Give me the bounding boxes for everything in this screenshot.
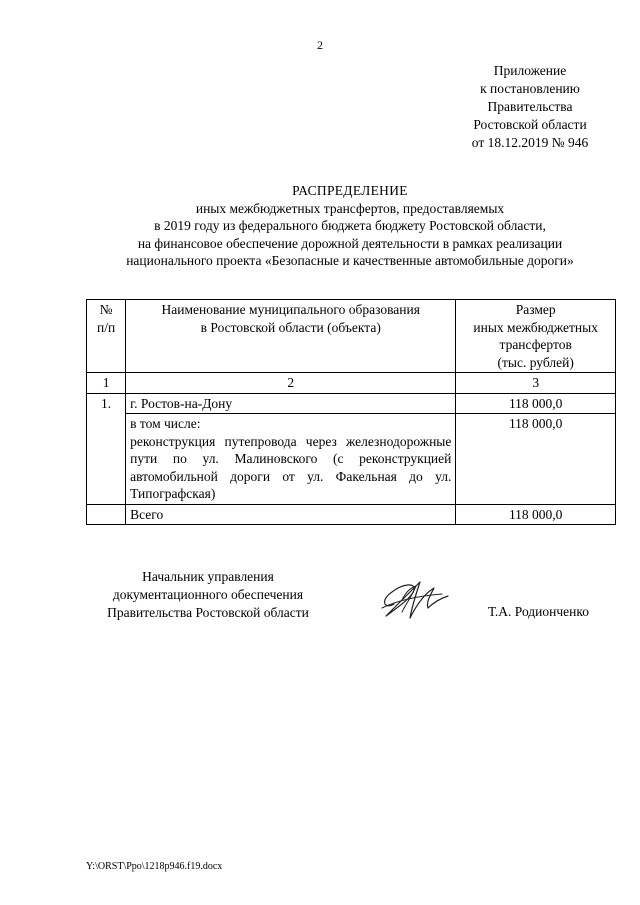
table-numbering-row xyxy=(87,373,616,394)
title-line: на финансовое обеспечение дорожной деятельности в рамках реализации xyxy=(137,235,563,251)
total-value: 118 000,0 xyxy=(456,504,616,525)
header-text: в Ростовской области (объекта) xyxy=(200,319,381,335)
appendix-block xyxy=(440,62,620,152)
appendix-line: от 18.12.2019 № 946 xyxy=(471,135,589,150)
file-path: Y:\ORST\Ppo\1218p946.f19.docx xyxy=(86,861,223,872)
header-text: иных межбюджетных xyxy=(473,319,598,335)
appendix-line: Правительства xyxy=(487,99,573,114)
appendix-line: Приложение xyxy=(493,63,567,78)
appendix-line: к постановлению xyxy=(480,81,580,96)
header-name xyxy=(126,300,456,373)
document-title xyxy=(60,182,640,270)
title-line: национального проекта «Безопасные и качественные автомобильные дороги» xyxy=(126,253,574,268)
signatory-line: документационного обеспечения xyxy=(112,587,304,602)
header-text: Наименование муниципального образования xyxy=(161,302,420,317)
appendix-line: Ростовской области xyxy=(473,117,587,132)
signatory-line: Начальник управления xyxy=(142,569,274,584)
header-number xyxy=(87,300,126,373)
signatory-name: Т.А. Родионченко xyxy=(488,604,589,619)
sub-row-number xyxy=(87,414,126,505)
header-text: № xyxy=(99,302,113,317)
header-text: п/п xyxy=(96,319,116,335)
title-line: в 2019 году из федерального бюджета бюджету Ростовской области, xyxy=(154,218,546,233)
sub-row-value: 118 000,0 xyxy=(456,414,616,505)
handwritten-signature xyxy=(372,570,452,630)
title-line: иных межбюджетных трансфертов, предоставляемых xyxy=(195,200,505,216)
row-value: 118 000,0 xyxy=(456,393,616,414)
table-sub-row xyxy=(87,414,616,505)
distribution-table xyxy=(86,299,616,525)
table-total-row xyxy=(87,504,616,525)
sub-row-name xyxy=(126,414,456,505)
table-header-row xyxy=(87,300,616,373)
table-row xyxy=(87,393,616,414)
numbering-cell: 1 xyxy=(87,373,126,394)
row-number: 1. xyxy=(87,393,126,414)
numbering-cell: 2 xyxy=(126,373,456,394)
total-label: Всего xyxy=(126,504,456,525)
header-text: трансфертов xyxy=(499,337,572,352)
header-amount xyxy=(456,300,616,373)
signatory-line: Правительства Ростовской области xyxy=(107,605,309,620)
header-text: Размер xyxy=(515,302,556,317)
signatory-title xyxy=(88,568,328,622)
page-number: 2 xyxy=(317,38,323,52)
title-heading: РАСПРЕДЕЛЕНИЕ xyxy=(292,183,408,198)
header-text: (тыс. рублей) xyxy=(497,354,574,370)
sub-row-description: реконструкция путепровода через железнодорожные пути по ул. Малиновского (с реконструкцией автомобильной дороги от ул. Факельная до ул. Типографская) xyxy=(130,433,452,501)
numbering-cell: 3 xyxy=(456,373,616,394)
total-number xyxy=(87,504,126,525)
row-name: г. Ростов-на-Дону xyxy=(126,393,456,414)
sub-row-label: в том числе: xyxy=(130,416,201,431)
